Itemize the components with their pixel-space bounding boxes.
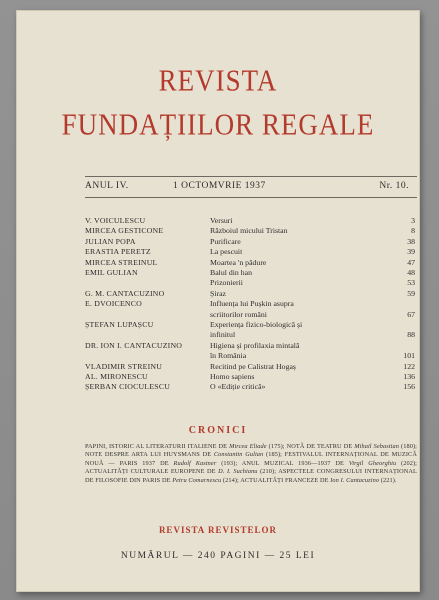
toc-page: 88 [407, 330, 415, 340]
toc-author-name: ȘERBAN CIOCULESCU [85, 382, 171, 392]
toc-row [85, 372, 417, 382]
toc-author [85, 320, 153, 329]
toc-title: Influența lui Pușkin asupra [210, 299, 294, 309]
toc-title: Prizonierii [210, 278, 243, 288]
masthead-line-2: FUNDAȚIILOR REGALE [61, 106, 375, 142]
cronici-text: PAPINI, ISTORIC AL LITERATURII ITALIENE DE Mircea Eliade (175); NOTĂ DE TEATRU DE Mihail Sebastian (180); NOTE DESPRE ARTA LUI HUYSMANS DE Constantin Gulian (185); FESTIVALUL INTERNAȚIONAL DE MUZICĂ NOUĂ — PARIS 1937 DE Rudolf Kastner (193); ANUL MUZICAL 1936—1937 DE Virgil Gheorghiu (202); ACTUALITĂȚI CULTURALE EUROPENE DE D. I. Suchianu (210); ASPECTELE CONGRESULUI INTERNAȚIONAL DE FILOSOFIE DIN PARIS DE Petru Comarnescu (214); ACTUALITĂȚI FRANCEZE DE Ion I. Cantacuzino (221). [85, 443, 418, 484]
toc-title: în România [210, 351, 247, 361]
toc-title: Șiraz [210, 288, 227, 298]
divider-top [85, 176, 417, 177]
divider-bottom [85, 197, 417, 198]
toc-title: infinitul [210, 330, 236, 340]
toc-author [85, 247, 151, 256]
toc-page: 156 [403, 382, 415, 392]
toc-author-name: ȘTEFAN LUPAȘCU [85, 320, 154, 329]
toc-row [85, 247, 417, 257]
masthead-line-1: REVISTA [158, 62, 278, 98]
toc-author [85, 372, 148, 381]
toc-title: scriitorilor români [210, 309, 267, 319]
issue-year: ANUL IV. [85, 181, 129, 191]
toc-title: Purificare [210, 236, 241, 246]
toc-row [85, 258, 417, 268]
price-footer: NUMĂRUL — 240 PAGINI — 25 LEI [120, 551, 316, 561]
toc-author-name: JULIAN POPA [85, 236, 136, 246]
toc-row [85, 268, 417, 278]
toc-author [85, 237, 136, 246]
toc-author-name: AL. MIRONESCU [85, 372, 148, 381]
toc-page: 59 [407, 288, 415, 298]
toc-row [85, 330, 417, 340]
toc-author-name: ERASTIA PERETZ [85, 247, 151, 257]
revista-revistelor: REVISTA REVISTELOR [158, 525, 278, 535]
toc-row [85, 382, 417, 392]
toc-page: 122 [403, 361, 415, 371]
toc-row [85, 299, 417, 309]
toc-page: 39 [407, 247, 415, 257]
toc-page: 67 [407, 309, 415, 319]
toc-author-name: E. DVOICENCO [85, 299, 142, 309]
toc-title: Experiența fizico-biologică și [210, 320, 303, 329]
toc-page: 53 [407, 278, 415, 288]
toc-row [85, 216, 417, 226]
toc-row [85, 226, 417, 236]
toc-page: 38 [407, 236, 415, 246]
toc-title: Balul din han [210, 268, 253, 277]
toc-author [85, 226, 163, 235]
toc-author-name: DR. ION I. CANTACUZINO [85, 340, 183, 350]
toc-title: La pescuit [210, 247, 243, 257]
toc-title: Moartea 'n pădure [210, 257, 267, 267]
toc-title: Recitind pe Calistrat Hogaș [210, 361, 296, 371]
toc-title: Higiena și profilaxia mintală [210, 340, 300, 350]
toc-row [85, 351, 417, 361]
toc-author [85, 382, 170, 391]
toc-row [85, 310, 417, 320]
magazine-cover [16, 10, 420, 592]
toc-row [85, 320, 417, 330]
toc-row [85, 289, 417, 299]
toc-page: 47 [407, 257, 415, 267]
toc-title: Războiul micului Tristan [210, 226, 288, 236]
toc-title: Homo sapiens [210, 372, 255, 381]
toc-author [85, 299, 142, 308]
toc-author [85, 341, 182, 350]
toc-row [85, 341, 417, 351]
toc-author [85, 289, 164, 298]
toc-author-name: V. VOICULESCU [85, 216, 146, 225]
toc-author-name: MIRCEA STREINUL [85, 257, 158, 267]
toc-page: 48 [407, 268, 415, 277]
toc-row [85, 237, 417, 247]
toc-page: 136 [403, 372, 415, 381]
issue-date: 1 OCTOMVRIE 1937 [173, 181, 266, 191]
issue-number: Nr. 10. [379, 181, 409, 191]
cronici-heading: CRONICI [188, 425, 248, 436]
toc-row [85, 278, 417, 288]
toc-author [85, 258, 158, 267]
toc-page: 101 [403, 351, 415, 361]
toc-title: O «Ediție critică» [210, 382, 266, 392]
toc-title: Versuri [210, 216, 233, 225]
toc-author-name: G. M. CANTACUZINO [85, 288, 165, 298]
toc-page: 8 [411, 226, 415, 236]
toc-author [85, 362, 162, 371]
toc-author [85, 268, 138, 277]
toc-author-name: VLADIMIR STREINU [85, 361, 163, 371]
toc-page: 3 [411, 216, 415, 225]
toc-author [85, 216, 145, 225]
toc-author-name: MIRCEA GESTICONE [85, 226, 164, 236]
toc-author-name: EMIL GULIAN [85, 268, 138, 277]
toc-row [85, 362, 417, 372]
